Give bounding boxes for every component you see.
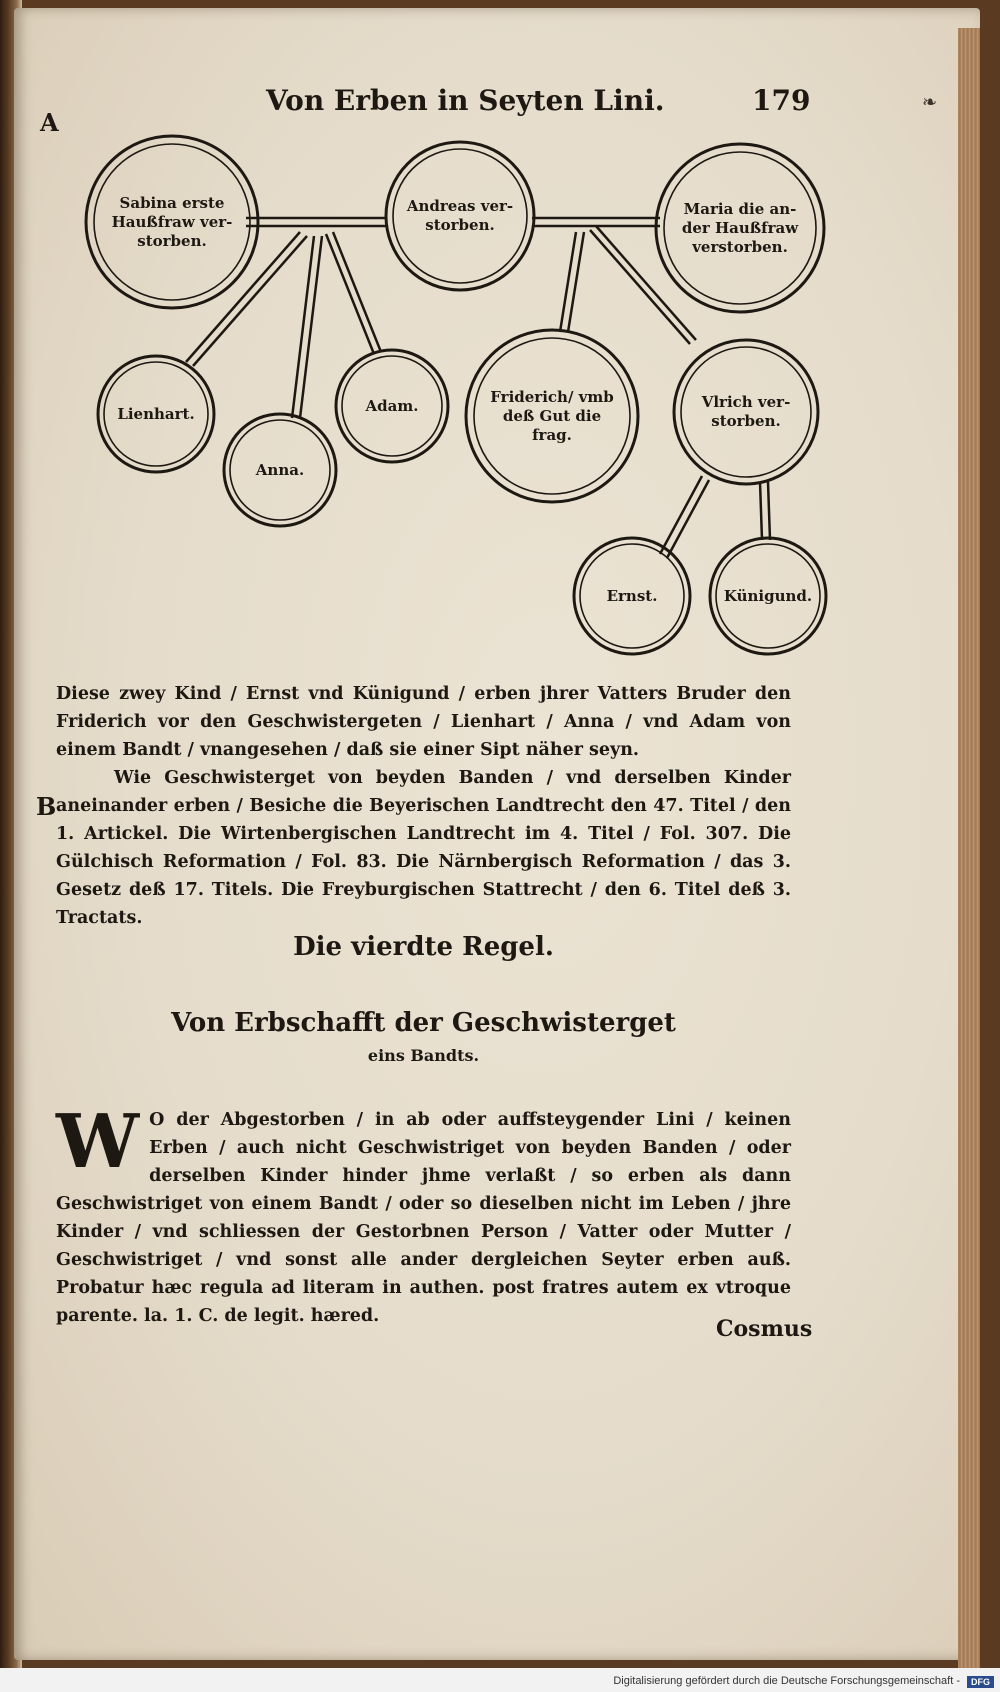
paragraph-rule-four-text: O der Abgestorben / in ab oder auffsteygender Lini / keinen Erben / auch nicht Geschwistriget von beyden Banden / oder derselben Kinder hinder jhme verlaßt / so erben als dann Geschwistriget von einem Bandt / oder so dieselben nicht im Leben / jhre Kinder / vnd schliessen der Gestorbnen Person / Vatter oder Mutter / Geschwistriget / vnd sonst alle ander dergleichen Seyter erben auß. Probatur hæc regula ad literam in authen. post fratres autem ex vtroque parente. la. 1. C. de legit. hæred. [56,1110,791,1326]
catchword: Cosmus [716,1316,813,1342]
paragraph-references: Wie Geschwisterget von beyden Banden / vnd derselben Kinder aneinander erben / Besiche die Beyerischen Landtrecht den 47. Titel / den 1. Artickel. Die Wirtenbergischen Landtrecht im 4. Titel / Fol. 307. Die Gülchisch Reformation / Fol. 83. Die Närnbergisch Reformation / das 3. Gesetz deß 17. Titels. Die Freyburgischen Stattrecht / den 6. Titel deß 3. Tractats. [56,768,791,928]
node-maria: Maria die an- der Haußfraw verstorben. [681,199,799,256]
node-kunigund: Künigund. [723,586,813,605]
section-subheading: eins Bandts. [367,1046,480,1065]
drop-cap: W [56,1099,140,1185]
node-lienhart: Lienhart. [117,404,195,423]
signature-mark: A [40,108,59,137]
section-heading: Von Erbschafft der Geschwisterget [171,1008,676,1038]
paragraph-heirs: Diese zwey Kind / Ernst vnd Künigund / erben jhrer Vatters Bruder den Friderich vor den Geschwistergeten / Lienhart / Anna / vnd Adam von einem Bandt / vnangesehen / daß sie einer Sipt näher seyn. [56,684,791,760]
connector-kunigund [760,482,770,540]
node-anna: Anna. [255,460,305,479]
node-sabina: Sabina erste Haußfraw ver- storben. [111,193,233,250]
node-adam: Adam. [365,396,419,415]
rule-heading: Die vierdte Regel. [293,932,554,962]
footer-credit: Digitalisierung gefördert durch die Deutsche Forschungsgemeinschaft - [613,1675,960,1687]
connector-anna [292,236,322,418]
connector-sabina-andreas [246,218,386,226]
connector-ernst [660,476,709,558]
family-tree-diagram [0,0,1000,700]
signature-mark-b: B [36,792,57,821]
connector-friderich [560,232,584,332]
running-head: Von Erben in Seyten Lini. [266,84,665,117]
node-friderich: Friderich/ vmb deß Gut die frag. [490,387,614,444]
fleuron-ornament: ❧ [922,92,938,113]
node-vlrich: Vlrich ver- storben. [701,393,791,430]
node-ernst: Ernst. [606,586,658,605]
node-andreas: Andreas ver- storben. [406,197,514,234]
dfg-logo: DFG [967,1676,994,1688]
page-number: 179 [752,84,811,117]
connector-andreas-maria [532,218,660,226]
paragraph-rule-four [56,1099,791,1330]
connector-adam [326,232,381,354]
